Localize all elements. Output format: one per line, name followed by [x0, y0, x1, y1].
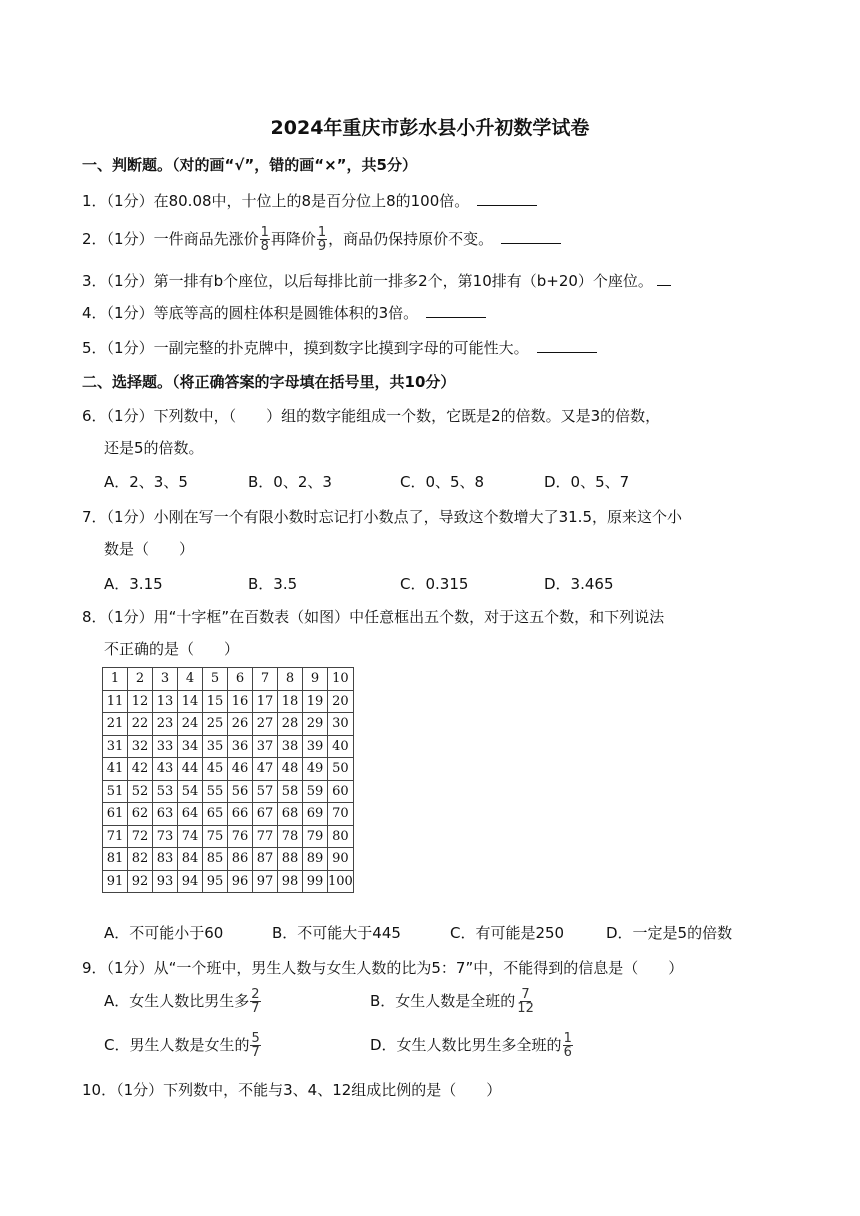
question-2-text: 2．（1分）一件商品先涨价: [82, 230, 259, 248]
grid-cell: 69: [303, 803, 328, 826]
grid-cell: 44: [178, 758, 203, 781]
grid-cell: 54: [178, 780, 203, 803]
grid-cell: 43: [153, 758, 178, 781]
grid-cell: 72: [128, 825, 153, 848]
question-7-line-2: 数是（ ）: [104, 540, 195, 558]
grid-cell: 13: [153, 690, 178, 713]
grid-cell: 84: [178, 848, 203, 871]
grid-cell: 4: [178, 668, 203, 691]
grid-cell: 100: [328, 870, 354, 893]
section-2-heading: 二、选择题。（将正确答案的字母填在括号里，共10分）: [82, 373, 456, 391]
grid-cell: 75: [203, 825, 228, 848]
grid-cell: 5: [203, 668, 228, 691]
grid-cell: 86: [228, 848, 253, 871]
grid-cell: 74: [178, 825, 203, 848]
grid-cell: 51: [103, 780, 128, 803]
grid-cell: 17: [253, 690, 278, 713]
grid-row: [103, 803, 354, 826]
grid-cell: 28: [278, 713, 303, 736]
grid-cell: 32: [128, 735, 153, 758]
grid-cell: 71: [103, 825, 128, 848]
option-a[interactable]: A．3.15: [104, 575, 163, 593]
question-4-text: 4．（1分）等底等高的圆柱体积是圆锥体积的3倍。: [82, 304, 419, 322]
grid-row: [103, 848, 354, 871]
grid-cell: 97: [253, 870, 278, 893]
option-c[interactable]: C．0、5、8: [400, 473, 485, 491]
grid-cell: 14: [178, 690, 203, 713]
option-c[interactable]: [104, 1032, 262, 1059]
grid-cell: 22: [128, 713, 153, 736]
answer-blank[interactable]: [501, 229, 561, 244]
fraction: $\frac{5}{7}$: [251, 1031, 260, 1060]
grid-cell: 92: [128, 870, 153, 893]
page-title: 2024年重庆市彭水县小升初数学试卷: [270, 117, 590, 139]
question-6-line-2: 还是5的倍数。: [104, 439, 204, 457]
answer-blank[interactable]: [537, 338, 597, 353]
grid-cell: 41: [103, 758, 128, 781]
grid-cell: 6: [228, 668, 253, 691]
grid-cell: 38: [278, 735, 303, 758]
option-b[interactable]: B．不可能大于445: [272, 924, 401, 942]
grid-cell: 26: [228, 713, 253, 736]
question-3-text: 3．（1分）第一排有b个座位，以后每排比前一排多2个，第10排有（b+20）个座位。: [82, 272, 653, 290]
grid-cell: 31: [103, 735, 128, 758]
option-a[interactable]: A．2、3、5: [104, 473, 188, 491]
option-d[interactable]: [370, 1032, 574, 1059]
grid-cell: 46: [228, 758, 253, 781]
grid-cell: 66: [228, 803, 253, 826]
grid-cell: 8: [278, 668, 303, 691]
question-8-line-2: 不正确的是（ ）: [104, 640, 240, 658]
grid-cell: 21: [103, 713, 128, 736]
question-1-text: 1．（1分）在80.08中，十位上的8是百分位上8的100倍。: [82, 192, 470, 210]
grid-cell: 25: [203, 713, 228, 736]
grid-cell: 7: [253, 668, 278, 691]
question-4: [82, 302, 486, 323]
grid-cell: 89: [303, 848, 328, 871]
answer-blank[interactable]: [426, 303, 486, 318]
option-a-text: A．女生人数比男生多: [104, 992, 250, 1010]
grid-cell: 88: [278, 848, 303, 871]
option-b-text: B．女生人数是全班的: [370, 992, 516, 1010]
grid-cell: 94: [178, 870, 203, 893]
grid-cell: 11: [103, 690, 128, 713]
option-c[interactable]: C．0.315: [400, 575, 469, 593]
grid-cell: 90: [328, 848, 354, 871]
grid-row: [103, 735, 354, 758]
grid-cell: 73: [153, 825, 178, 848]
option-b[interactable]: B．3.5: [248, 575, 298, 593]
grid-cell: 19: [303, 690, 328, 713]
grid-cell: 96: [228, 870, 253, 893]
grid-cell: 68: [278, 803, 303, 826]
fraction: $\frac{2}{7}$: [251, 987, 260, 1016]
grid-cell: 18: [278, 690, 303, 713]
grid-cell: 87: [253, 848, 278, 871]
grid-row: [103, 713, 354, 736]
grid-cell: 29: [303, 713, 328, 736]
question-9-line-1: 9．（1分）从“一个班中，男生人数与女生人数的比为5：7”中，不能得到的信息是（ ）: [82, 959, 684, 977]
question-8-line-1: 8．（1分）用“十字框”在百数表（如图）中任意框出五个数，对于这五个数，和下列说法: [82, 608, 665, 626]
grid-cell: 33: [153, 735, 178, 758]
option-b[interactable]: [370, 988, 536, 1015]
grid-cell: 56: [228, 780, 253, 803]
grid-cell: 10: [328, 668, 354, 691]
option-a[interactable]: [104, 988, 262, 1015]
grid-cell: 95: [203, 870, 228, 893]
grid-cell: 76: [228, 825, 253, 848]
grid-cell: 15: [203, 690, 228, 713]
question-2-text: 再降价: [270, 230, 316, 248]
option-a[interactable]: A．不可能小于60: [104, 924, 224, 942]
grid-cell: 62: [128, 803, 153, 826]
grid-cell: 67: [253, 803, 278, 826]
grid-cell: 80: [328, 825, 354, 848]
grid-cell: 83: [153, 848, 178, 871]
question-10-line-1: 10．（1分）下列数中，不能与3、4、12组成比例的是（ ）: [82, 1081, 502, 1099]
option-d[interactable]: D．3.465: [544, 575, 614, 593]
grid-cell: 20: [328, 690, 354, 713]
grid-cell: 24: [178, 713, 203, 736]
grid-row: [103, 870, 354, 893]
question-5-text: 5．（1分）一副完整的扑克牌中，摸到数字比摸到字母的可能性大。: [82, 339, 529, 357]
grid-cell: 39: [303, 735, 328, 758]
grid-cell: 53: [153, 780, 178, 803]
grid-cell: 16: [228, 690, 253, 713]
question-3: [82, 270, 671, 291]
fraction: $\frac{1}{8}$: [260, 225, 269, 254]
grid-cell: 91: [103, 870, 128, 893]
grid-cell: 36: [228, 735, 253, 758]
grid-cell: 57: [253, 780, 278, 803]
answer-blank[interactable]: [657, 271, 671, 286]
option-d-text: D．女生人数比男生多全班的: [370, 1036, 562, 1054]
grid-cell: 85: [203, 848, 228, 871]
option-c-text: C．男生人数是女生的: [104, 1036, 250, 1054]
grid-cell: 1: [103, 668, 128, 691]
grid-row: [103, 668, 354, 691]
grid-cell: 78: [278, 825, 303, 848]
grid-cell: 65: [203, 803, 228, 826]
section-1-heading: 一、判断题。（对的画“√”，错的画“×”，共5分）: [82, 156, 417, 174]
question-7-line-1: 7．（1分）小刚在写一个有限小数时忘记打小数点了，导致这个数增大了31.5，原来这个小: [82, 508, 682, 526]
grid-cell: 82: [128, 848, 153, 871]
grid-cell: 3: [153, 668, 178, 691]
grid-cell: 34: [178, 735, 203, 758]
grid-cell: 93: [153, 870, 178, 893]
grid-cell: 81: [103, 848, 128, 871]
grid-cell: 70: [328, 803, 354, 826]
grid-cell: 47: [253, 758, 278, 781]
grid-cell: 49: [303, 758, 328, 781]
fraction: $\frac{1}{9}$: [317, 225, 327, 254]
option-d[interactable]: D．0、5、7: [544, 473, 630, 491]
grid-cell: 98: [278, 870, 303, 893]
grid-cell: 9: [303, 668, 328, 691]
grid-cell: 50: [328, 758, 354, 781]
grid-row: [103, 690, 354, 713]
grid-cell: 59: [303, 780, 328, 803]
grid-cell: 48: [278, 758, 303, 781]
grid-cell: 60: [328, 780, 354, 803]
option-b[interactable]: B．0、2、3: [248, 473, 332, 491]
question-6-line-1: 6．（1分）下列数中，（ ）组的数字能组成一个数，它既是2的倍数。又是3的倍数，: [82, 407, 661, 425]
question-5: [82, 337, 597, 358]
grid-cell: 42: [128, 758, 153, 781]
question-2: [82, 226, 561, 253]
grid-cell: 58: [278, 780, 303, 803]
grid-cell: 79: [303, 825, 328, 848]
grid-cell: 30: [328, 713, 354, 736]
grid-cell: 27: [253, 713, 278, 736]
grid-row: [103, 758, 354, 781]
grid-cell: 55: [203, 780, 228, 803]
question-1: [82, 190, 537, 211]
grid-row: [103, 780, 354, 803]
option-c[interactable]: C．有可能是250: [450, 924, 565, 942]
fraction: $\frac{7}{12}$: [517, 987, 534, 1016]
grid-cell: 37: [253, 735, 278, 758]
grid-cell: 45: [203, 758, 228, 781]
grid-cell: 52: [128, 780, 153, 803]
grid-cell: 61: [103, 803, 128, 826]
hundred-chart: [102, 667, 354, 893]
grid-cell: 12: [128, 690, 153, 713]
grid-cell: 64: [178, 803, 203, 826]
grid-cell: 2: [128, 668, 153, 691]
grid-cell: 23: [153, 713, 178, 736]
grid-row: [103, 825, 354, 848]
grid-cell: 77: [253, 825, 278, 848]
grid-cell: 35: [203, 735, 228, 758]
answer-blank[interactable]: [477, 191, 537, 206]
question-2-text: ，商品仍保持原价不变。: [328, 230, 494, 248]
option-d[interactable]: D．一定是5的倍数: [606, 924, 733, 942]
grid-cell: 63: [153, 803, 178, 826]
grid-cell: 99: [303, 870, 328, 893]
grid-cell: 40: [328, 735, 354, 758]
fraction: $\frac{1}{6}$: [563, 1031, 572, 1060]
